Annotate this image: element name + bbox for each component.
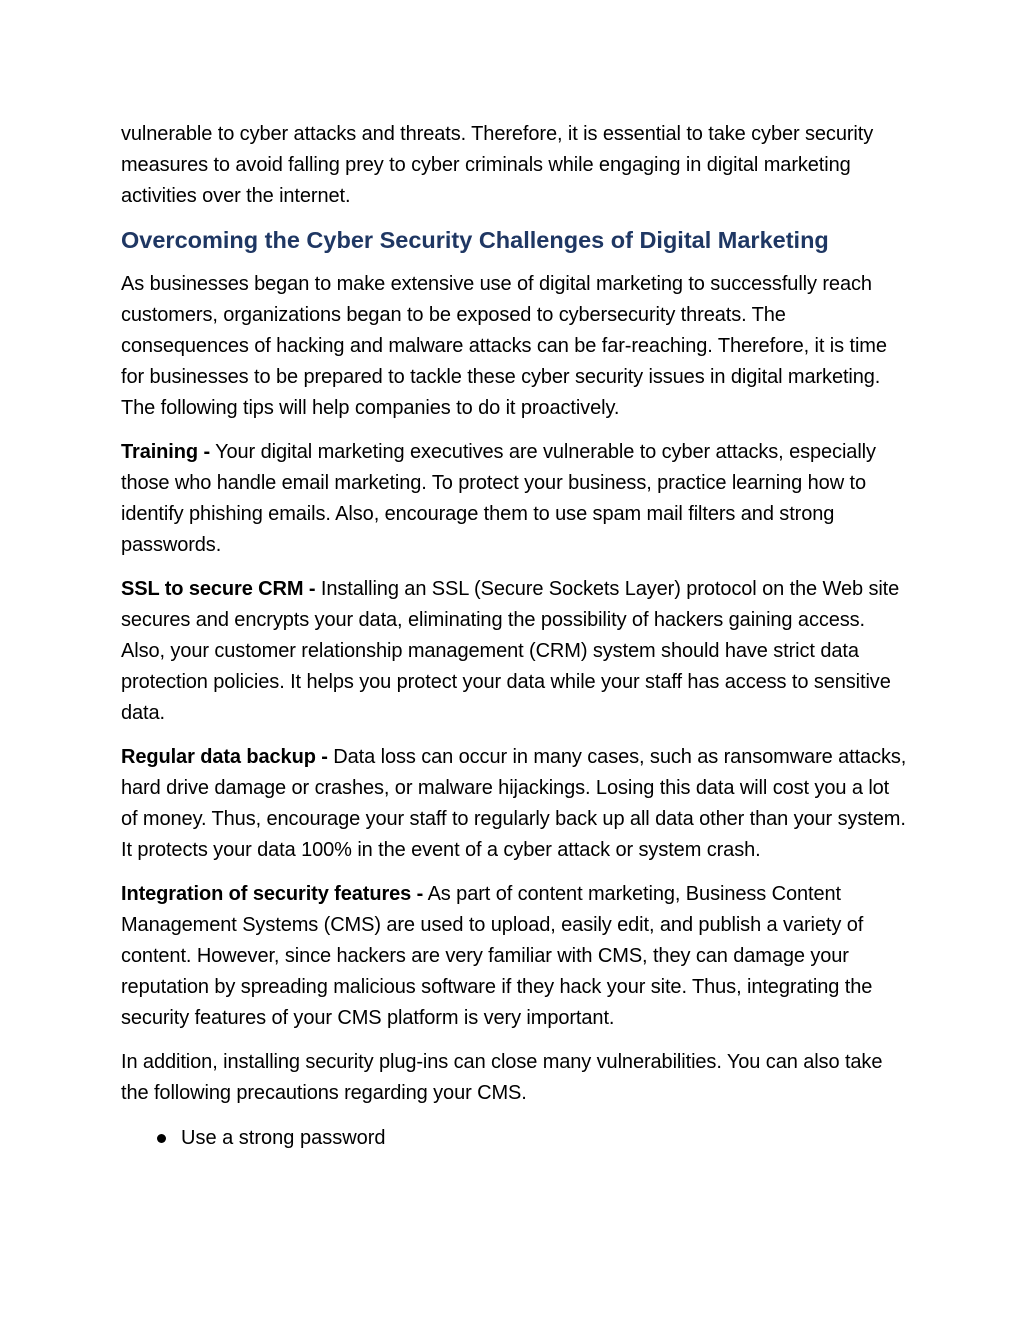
- tip-paragraph-training: [121, 437, 911, 561]
- bullet-icon: [157, 1134, 166, 1143]
- tip-title: Integration of security features -: [121, 883, 424, 905]
- list-item: [157, 1123, 911, 1154]
- tip-paragraph-backup: [121, 742, 911, 866]
- tip-text: Installing an SSL (Secure Sockets Layer) protocol on the Web site secures and encrypts your data, eliminating the possibility of hackers gaining access. Also, your customer relationship management (CRM) system should have strict data protection policies. It helps you protect your data while your staff has access to sensitive data.: [121, 578, 900, 724]
- intro-paragraph: vulnerable to cyber attacks and threats. Therefore, it is essential to take cyber security measures to avoid falling prey to cyber criminals while engaging in digital marketing activities over the internet.: [121, 123, 874, 207]
- tip-text: Your digital marketing executives are vulnerable to cyber attacks, especially those who handle email marketing. To protect your business, practice learning how to identify phishing emails. Also, encourage them to use spam mail filters and strong passwords.: [121, 441, 876, 556]
- tip-title: Training -: [121, 441, 211, 463]
- document-page: [121, 119, 911, 1154]
- tip-title: SSL to secure CRM -: [121, 578, 316, 600]
- tip-paragraph-security-features: [121, 879, 911, 1034]
- precautions-list: [121, 1123, 911, 1154]
- list-item-text: Use a strong password: [181, 1127, 386, 1149]
- section-intro-paragraph: As businesses began to make extensive use of digital marketing to successfully reach customers, organizations began to be exposed to cybersecurity threats. The consequences of hacking and malware attacks can be far-reaching. Therefore, it is time for businesses to be prepared to tackle these cyber security issues in digital marketing. The following tips will help companies to do it proactively.: [121, 273, 887, 419]
- tip-text: Data loss can occur in many cases, such as ransomware attacks, hard drive damage or crashes, or malware hijackings. Losing this data will cost you a lot of money. Thus, encourage your staff to regularly back up all data other than your system. It protects your data 100% in the event of a cyber attack or system crash.: [121, 746, 907, 861]
- closing-paragraph: In addition, installing security plug-ins can close many vulnerabilities. You can also take the following precautions regarding your CMS.: [121, 1051, 883, 1104]
- tip-title: Regular data backup -: [121, 746, 328, 768]
- tip-paragraph-ssl: [121, 574, 911, 729]
- tip-text: As part of content marketing, Business Content Management Systems (CMS) are used to upload, easily edit, and publish a variety of content. However, since hackers are very familiar with CMS, they can damage your reputation by spreading malicious software if they hack your site. Thus, integrating the security features of your CMS platform is very important.: [121, 883, 873, 1029]
- section-heading: Overcoming the Cyber Security Challenges of Digital Marketing: [121, 227, 829, 253]
